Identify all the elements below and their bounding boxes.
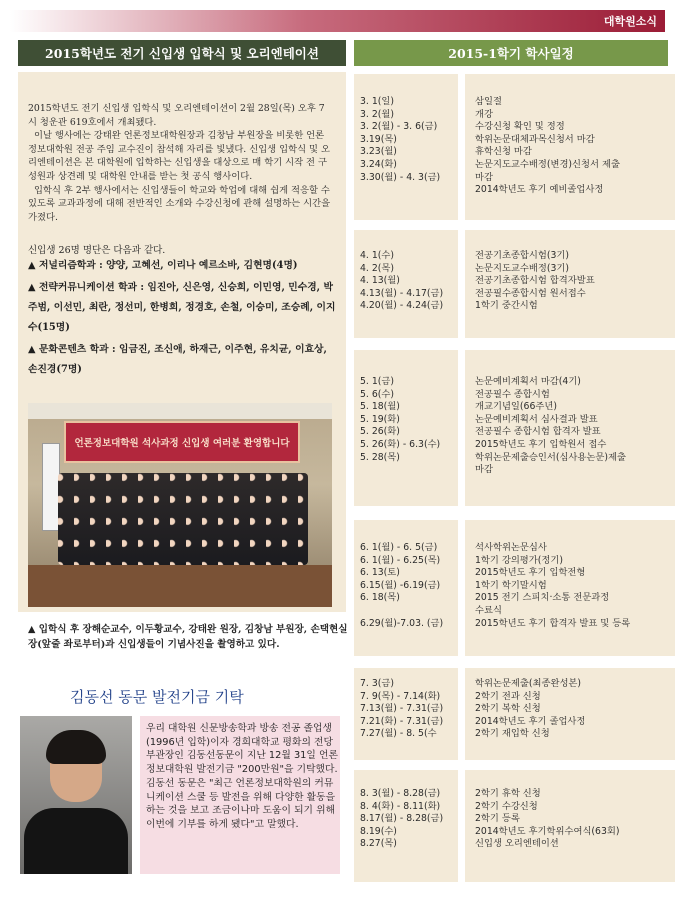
- dept-journalism: ▲ 저널리즘학과 : 양양, 고혜선, 이리나 예르소바, 김현명(4명): [28, 260, 298, 271]
- schedule-date: 7.27(월) - 8. 5(수: [360, 728, 437, 740]
- intro-paragraph: 이날 행사에는 강태완 언론정보대학원장과 김창남 부원장을 비롯한 언론정보대학원 전공 주임 교수진이 참석해 자리를 빛냈다. 신입생 입학식 및 오리엔테이션은 본 대학원에 입학하는 신입생을 대상으로 매 학기 시작 전 구성원과 상견례 및 대학원 안내를 받는 첫 공식 행사이다.: [28, 130, 330, 182]
- schedule-event: 논문예비계획서 마감(4기): [475, 376, 581, 387]
- schedule-date: 8. 4(화) - 8.11(화): [360, 800, 441, 812]
- schedule-event: 전공필수 종합시험 합격자 발표: [475, 426, 601, 438]
- schedule-date: 3. 1(일): [360, 96, 394, 107]
- schedule-event: 개교기념일(66주년): [475, 401, 557, 413]
- dept-culture-content: ▲ 문화콘텐츠 학과 : 임금진, 조신애, 하재근, 이주현, 유치균, 이효상, 손진경(7명): [28, 344, 327, 375]
- schedule-date: 3.23(월): [360, 146, 397, 158]
- schedule-date: 4. 1(수): [360, 250, 394, 261]
- schedule-event: 수료식: [475, 604, 502, 616]
- schedule-date: 5. 18(월): [360, 401, 400, 413]
- schedule-date: 4. 2(목): [360, 262, 394, 274]
- schedule-dates: [354, 770, 458, 882]
- alumni-portrait: [20, 716, 132, 874]
- schedule-date: 5. 6(수): [360, 388, 394, 400]
- dept-strategic-comm: ▲ 전략커뮤니케이션 학과 : 임진아, 신은영, 신승희, 이민영, 민수경, 박주범, 이선민, 최란, 정선미, 한병희, 정경호, 손철, 이승미, 조승례, 이지수(15명): [28, 282, 336, 333]
- schedule-date: 6. 1(월) - 6.25(목): [360, 554, 441, 566]
- schedule-date: 8.19(수): [360, 825, 397, 837]
- schedule-event: 학위논문대체과목신청서 마감: [475, 133, 595, 145]
- schedule-date: 5. 26(화): [360, 426, 400, 438]
- schedule-event: 논문지도교수배정(3기): [475, 262, 569, 274]
- photo-caption: ▲ 입학식 후 장해순교수, 이두황교수, 강태완 원장, 김창남 부원장, 손택현실장(앞줄 좌로부터)과 신입생들이 기념사진을 촬영하고 있다.: [28, 624, 348, 650]
- schedule-dates: [354, 520, 458, 656]
- schedule-event: 2학기 재입학 신청: [475, 728, 550, 740]
- schedule-event: 학위논문제출승인서(심사용논문)제출: [475, 451, 626, 463]
- schedule-event: 1학기 강의평가(정기): [475, 554, 563, 566]
- schedule-event: 석사학위논문심사: [475, 542, 547, 553]
- photo-banner: 언론정보대학원 석사과정 신입생 여러분 환영합니다: [64, 421, 300, 463]
- schedule-dates: [354, 74, 458, 220]
- schedule-date: 5. 19(화): [360, 413, 400, 425]
- schedule-date: 3.30(월) - 4. 3(금): [360, 171, 441, 183]
- intro-paragraph: 2015학년도 전기 신입생 입학식 및 오리엔테이션이 2월 28일(목) 오후 7시 청운관 619호에서 개최됐다.: [28, 103, 325, 128]
- article-header: 2015학년도 전기 신입생 입학식 및 오리엔테이션: [18, 40, 346, 66]
- group-photo: [28, 403, 332, 607]
- schedule-date: 6. 1(월) - 6. 5(금): [360, 542, 438, 553]
- portrait-hair: [46, 730, 106, 764]
- schedule-event: 전공필수종합시험 원서접수: [475, 287, 586, 299]
- schedule-event: 2014학년도 후기학위수여식(63회): [475, 825, 620, 837]
- schedule-events: [465, 74, 675, 220]
- schedule-date: 4.20(월) - 4.24(금): [360, 300, 444, 312]
- schedule-events: [465, 770, 675, 882]
- schedule-event: 마감: [475, 171, 493, 183]
- schedule-event: 2014학년도 후기 졸업사정: [475, 715, 586, 727]
- schedule-event: 학위논문제출(최종완성본): [475, 678, 582, 689]
- schedule-event: 신입생 오리엔테이션: [475, 838, 559, 850]
- schedule-date: 4.13(월) - 4.17(금): [360, 287, 444, 299]
- photo-floor: [28, 565, 332, 607]
- schedule-event: 수강신청 확인 및 정정: [475, 121, 565, 133]
- schedule-date: 8.27(목): [360, 838, 397, 850]
- schedule-date: 7. 3(금): [360, 678, 394, 689]
- schedule-event: 1학기 학기말시험: [475, 579, 547, 591]
- schedule-dates: [354, 668, 458, 760]
- schedule-event: 2학기 휴학 신청: [475, 788, 541, 799]
- schedule-event: 전공기초종합시험(3기): [475, 250, 569, 261]
- schedule-event: 2015 전기 스피치·소통 전문과정: [475, 592, 610, 604]
- schedule-date: 5. 1(금): [360, 376, 394, 387]
- schedule-date: 7.21(화) - 7.31(금): [360, 715, 444, 727]
- schedule-date: 8. 3(월) - 8.28(금): [360, 788, 441, 799]
- schedule-event: 논문지도교수배정(변경)신청서 제출: [475, 158, 620, 170]
- schedule-event: 마감: [475, 464, 493, 476]
- schedule-event: 2014학년도 후기 예비졸업사정: [475, 184, 604, 196]
- schedule-event: 2학기 복학 신청: [475, 703, 541, 715]
- schedule-dates: [354, 230, 458, 338]
- intro-paragraph: 입학식 후 2부 행사에서는 신입생들이 학교와 학업에 대해 쉽게 적응할 수 있도록 교과과정에 대해 전반적인 소개와 수강신청에 관해 설명하는 시간을 가졌다.: [28, 184, 331, 223]
- schedule-event: 휴학신청 마감: [475, 146, 532, 158]
- schedule-date: 3. 2(월) - 3. 6(금): [360, 121, 438, 133]
- schedule-date: 6.29(월)-7.03. (금): [360, 617, 444, 629]
- schedule-dates: [354, 350, 458, 506]
- schedule-date: 6.15(월) -6.19(금): [360, 579, 441, 591]
- schedule-event: 전공필수 종합시험: [475, 388, 550, 400]
- schedule-date: 3.19(목): [360, 133, 397, 145]
- schedule-events: [465, 350, 675, 506]
- schedule-event: 1학기 중간시험: [475, 300, 538, 312]
- donation-paragraph: 김동선 동문은 "최근 언론정보대학원의 커뮤니케이션 스쿨 등 발전을 위해 다양한 활동을 하는 것을 보고 조금이나마 도움이 되기 위해 이번에 기부를 하게 됐다"고 말했다.: [146, 777, 336, 830]
- schedule-date: 6. 18(목): [360, 592, 400, 604]
- article-intro: [28, 102, 332, 224]
- schedule-events: [465, 520, 675, 656]
- schedule-event: 2015학년도 후기 합격자 발표 및 등록: [475, 617, 631, 629]
- schedule-header: 2015-1학기 학사일정: [354, 40, 668, 66]
- schedule-event: 논문예비계획서 심사결과 발표: [475, 413, 598, 425]
- schedule-event: 전공기초종합시험 합격자발표: [475, 275, 595, 287]
- schedule-date: 7.13(월) - 7.31(금): [360, 703, 444, 715]
- donation-title: 김동선 동문 발전기금 기탁: [70, 688, 244, 706]
- schedule-event: 2학기 전과 신청: [475, 690, 541, 702]
- schedule-event: 삼일절: [475, 96, 502, 107]
- section-banner: [10, 10, 665, 32]
- schedule-event: 2015학년도 후기 입학원서 접수: [475, 438, 607, 450]
- schedule-date: 5. 28(목): [360, 451, 400, 463]
- photo-ceiling: [28, 403, 332, 419]
- schedule-date: 3. 2(월): [360, 108, 394, 120]
- schedule-date: 3.24(화): [360, 158, 397, 170]
- portrait-body: [24, 808, 128, 874]
- schedule-date: 5. 26(화) - 6.3(수): [360, 438, 441, 450]
- schedule-event: 2015학년도 후기 입학전형: [475, 567, 586, 579]
- schedule-date: 7. 9(목) - 7.14(화): [360, 690, 441, 702]
- donation-paragraph: 우리 대학원 신문방송학과 방송 전공 졸업생(1996년 입학)이자 경희대학교 평화의 전당 부관장인 김동선동문이 지난 12월 31일 언론정보대학원 발전기금 "200만원"을 기탁했다.: [146, 723, 338, 776]
- schedule-events: [465, 230, 675, 338]
- schedule-event: 개강: [475, 108, 493, 120]
- lead-line: 신입생 26명 명단은 다음과 같다.: [28, 245, 166, 256]
- schedule-date: 6. 13(토): [360, 567, 400, 579]
- schedule-date: [354, 605, 458, 618]
- schedule-event: 2학기 등록: [475, 813, 520, 825]
- section-tag: 대학원소식: [603, 15, 657, 28]
- photo-crowd: [58, 473, 308, 565]
- schedule-events: [465, 668, 675, 760]
- schedule-event: 2학기 수강신청: [475, 800, 538, 812]
- donation-text: [146, 722, 338, 832]
- schedule-date: 4. 13(월): [360, 275, 400, 287]
- schedule-date: 8.17(월) - 8.28(금): [360, 813, 444, 825]
